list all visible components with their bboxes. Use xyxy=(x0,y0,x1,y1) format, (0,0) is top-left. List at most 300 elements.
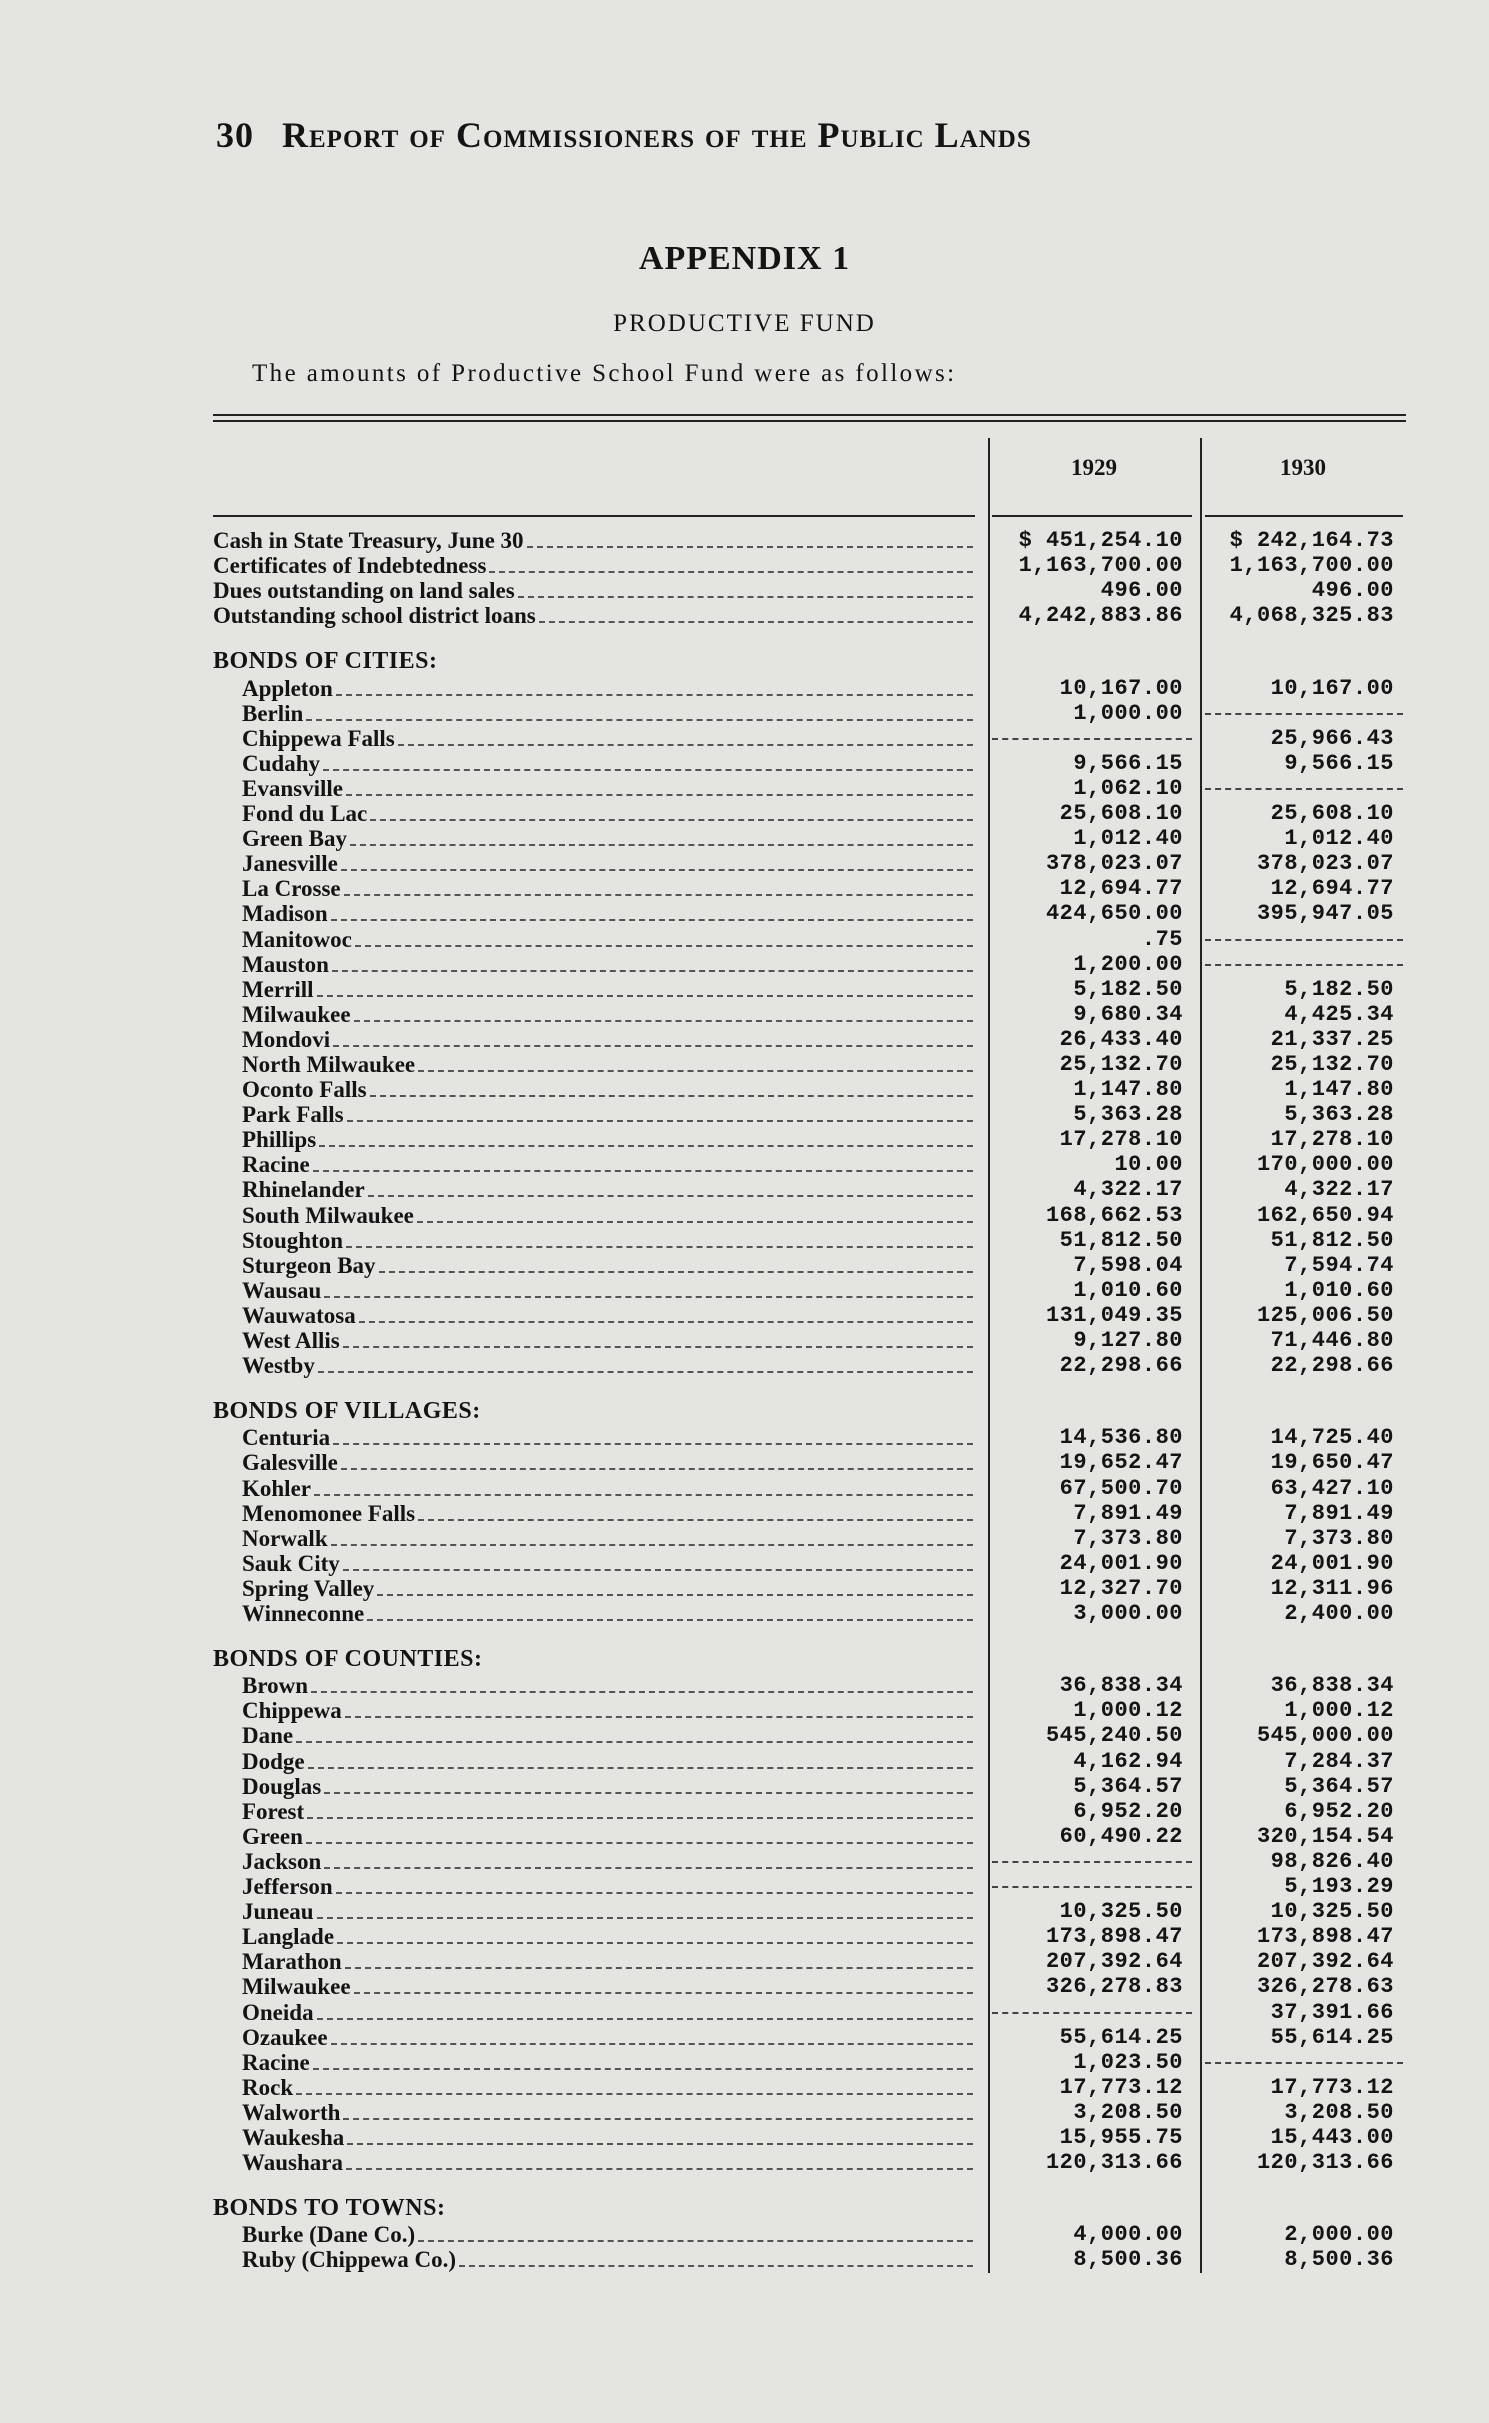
row-label xyxy=(242,1303,975,1328)
value-1929: 326,278.83 xyxy=(1045,1974,1183,1999)
row-label xyxy=(242,1974,975,1999)
row-label xyxy=(242,2000,975,2025)
value-1929: 4,162.94 xyxy=(1073,1749,1183,1774)
leader-dots xyxy=(359,1321,973,1323)
empty-value-dash xyxy=(992,1886,1192,1888)
leader-dots xyxy=(314,1494,973,1496)
leader-dots xyxy=(489,571,973,573)
row-label-text: Dane xyxy=(242,1723,294,1748)
row-label xyxy=(242,1102,975,1127)
row-label xyxy=(242,876,975,901)
table-row xyxy=(0,1353,1489,1378)
leader-dots xyxy=(418,1519,973,1521)
table-row xyxy=(0,603,1489,628)
row-label xyxy=(242,952,975,977)
value-1930: 12,311.96 xyxy=(1270,1576,1394,1601)
value-1930: 15,443.00 xyxy=(1270,2125,1394,2150)
row-label xyxy=(242,1353,975,1378)
leader-dots xyxy=(318,1371,973,1373)
value-1929: 5,182.50 xyxy=(1073,977,1183,1002)
row-label xyxy=(242,851,975,876)
table-row xyxy=(0,751,1489,776)
value-1930: 326,278.63 xyxy=(1256,1974,1394,1999)
row-label-text: Norwalk xyxy=(242,1526,328,1551)
value-1929: 17,278.10 xyxy=(1059,1127,1183,1152)
table-row xyxy=(0,1127,1489,1152)
row-label xyxy=(242,1052,975,1077)
table-row xyxy=(0,1924,1489,1949)
leader-dots xyxy=(331,1544,973,1546)
row-label-text: Cudahy xyxy=(242,751,320,776)
leader-dots xyxy=(313,2068,973,2070)
row-label xyxy=(242,1799,975,1824)
leader-dots xyxy=(347,2143,973,2145)
value-1929: 9,680.34 xyxy=(1073,1002,1183,1027)
value-1929: 19,652.47 xyxy=(1059,1450,1183,1475)
value-1929: 60,490.22 xyxy=(1059,1824,1183,1849)
column-header-1929: 1929 xyxy=(1071,455,1117,480)
table-row xyxy=(0,901,1489,926)
table-row xyxy=(0,726,1489,751)
table-row xyxy=(0,2000,1489,2025)
value-1930: 207,392.64 xyxy=(1256,1949,1394,1974)
row-label-text: Mauston xyxy=(242,952,329,977)
value-1930: $ 242,164.73 xyxy=(1229,528,1394,553)
row-label xyxy=(242,1077,975,1102)
leader-dots xyxy=(332,970,973,972)
header-underline xyxy=(992,515,1192,517)
row-label xyxy=(242,701,975,726)
leader-dots xyxy=(518,596,973,598)
row-label xyxy=(242,977,975,1002)
value-1929: 1,010.60 xyxy=(1073,1278,1183,1303)
table-row xyxy=(0,2247,1489,2272)
table-row xyxy=(0,1849,1489,1874)
row-label-text: West Allis xyxy=(242,1328,340,1353)
row-label-text: La Crosse xyxy=(242,876,341,901)
value-1929: 9,127.80 xyxy=(1073,1328,1183,1353)
row-label-text: North Milwaukee xyxy=(242,1052,416,1077)
running-title: Report of Commissioners of the Public Lands xyxy=(282,115,1032,155)
row-label xyxy=(242,2222,975,2247)
row-label-text: Oconto Falls xyxy=(242,1077,367,1102)
table-row xyxy=(0,1949,1489,1974)
row-label xyxy=(242,2075,975,2100)
leader-dots xyxy=(367,1619,973,1621)
table-row xyxy=(0,1974,1489,1999)
row-label-text: Marathon xyxy=(242,1949,342,1974)
leader-dots xyxy=(398,744,973,746)
row-label xyxy=(242,2025,975,2050)
table-row xyxy=(0,1077,1489,1102)
row-label xyxy=(242,1698,975,1723)
leader-dots xyxy=(347,1120,973,1122)
leader-dots xyxy=(343,1346,973,1348)
leader-dots xyxy=(350,844,973,846)
leader-dots xyxy=(539,621,973,623)
table-row xyxy=(0,801,1489,826)
leader-dots xyxy=(324,1867,973,1869)
row-label xyxy=(242,776,975,801)
row-label-text: Madison xyxy=(242,901,328,926)
row-label xyxy=(242,2100,975,2125)
leader-dots xyxy=(296,2093,973,2095)
row-label-text: Menomonee Falls xyxy=(242,1501,416,1526)
value-1929: 6,952.20 xyxy=(1073,1799,1183,1824)
value-1929: 168,662.53 xyxy=(1045,1203,1183,1228)
leader-dots xyxy=(377,1594,973,1596)
leader-dots xyxy=(331,2043,973,2045)
value-1930: 6,952.20 xyxy=(1284,1799,1394,1824)
leader-dots xyxy=(311,1691,973,1693)
leader-dots xyxy=(307,1817,973,1819)
row-label xyxy=(242,1152,975,1177)
value-1930: 162,650.94 xyxy=(1256,1203,1394,1228)
value-1930: 125,006.50 xyxy=(1256,1303,1394,1328)
row-label xyxy=(242,1450,975,1475)
leader-dots xyxy=(341,1468,973,1470)
table-row xyxy=(0,1551,1489,1576)
row-label-text: Sturgeon Bay xyxy=(242,1253,376,1278)
row-label xyxy=(242,1723,975,1748)
row-label-text: Mondovi xyxy=(242,1027,331,1052)
row-label-text: Racine xyxy=(242,1152,310,1177)
leader-dots xyxy=(345,1967,973,1969)
leader-dots xyxy=(306,1842,973,1844)
leader-dots xyxy=(368,1195,973,1197)
leader-dots xyxy=(527,546,973,548)
leader-dots xyxy=(324,1792,973,1794)
leader-dots xyxy=(418,2240,973,2242)
section-heading: BONDS OF VILLAGES: xyxy=(213,1398,481,1424)
row-label-text: Langlade xyxy=(242,1924,335,1949)
value-1930: 10,325.50 xyxy=(1270,1899,1394,1924)
leader-dots xyxy=(341,869,973,871)
table-row xyxy=(0,1824,1489,1849)
row-label-text: Dues outstanding on land sales xyxy=(213,578,515,603)
row-label-text: Milwaukee xyxy=(242,1974,351,1999)
section-heading: BONDS TO TOWNS: xyxy=(213,2195,446,2221)
value-1930: 98,826.40 xyxy=(1270,1849,1394,1874)
subtitle: PRODUCTIVE FUND xyxy=(613,310,876,337)
value-1930: 7,594.74 xyxy=(1284,1253,1394,1278)
value-1929: 3,000.00 xyxy=(1073,1601,1183,1626)
row-label-text: Sauk City xyxy=(242,1551,340,1576)
leader-dots xyxy=(317,2018,973,2020)
table-row xyxy=(0,851,1489,876)
table-row xyxy=(0,1501,1489,1526)
leader-dots xyxy=(323,769,973,771)
value-1929: 5,363.28 xyxy=(1073,1102,1183,1127)
row-label-text: Fond du Lac xyxy=(242,801,368,826)
value-1930: 1,000.12 xyxy=(1284,1698,1394,1723)
value-1930: 5,364.57 xyxy=(1284,1774,1394,1799)
row-label-text: Waushara xyxy=(242,2150,343,2175)
row-label-text: Walworth xyxy=(242,2100,341,2125)
table-row xyxy=(0,553,1489,578)
row-label-text: Milwaukee xyxy=(242,1002,351,1027)
row-label-text: Wausau xyxy=(242,1278,322,1303)
value-1930: 22,298.66 xyxy=(1270,1353,1394,1378)
row-label-text: Green xyxy=(242,1824,303,1849)
value-1929: 55,614.25 xyxy=(1059,2025,1183,2050)
value-1929: 7,373.80 xyxy=(1073,1526,1183,1551)
leader-dots xyxy=(336,694,973,696)
row-label-text: Forest xyxy=(242,1799,305,1824)
row-label-text: Park Falls xyxy=(242,1102,344,1127)
table-row xyxy=(0,1723,1489,1748)
table-row xyxy=(0,1673,1489,1698)
table-row xyxy=(0,2150,1489,2175)
value-1930: 4,425.34 xyxy=(1284,1002,1394,1027)
empty-value-dash xyxy=(1205,788,1403,790)
leader-dots xyxy=(354,1020,973,1022)
value-1929: 1,000.12 xyxy=(1073,1698,1183,1723)
table-row xyxy=(0,2100,1489,2125)
value-1930: 7,284.37 xyxy=(1284,1749,1394,1774)
leader-dots xyxy=(317,1917,973,1919)
row-label-text: Rhinelander xyxy=(242,1177,365,1202)
row-label xyxy=(242,1425,975,1450)
leader-dots xyxy=(343,2118,973,2120)
value-1929: 12,327.70 xyxy=(1059,1576,1183,1601)
row-label-text: Kohler xyxy=(242,1476,311,1501)
value-1930: 3,208.50 xyxy=(1284,2100,1394,2125)
table-row xyxy=(0,1698,1489,1723)
value-1930: 4,322.17 xyxy=(1284,1177,1394,1202)
leader-dots xyxy=(317,995,973,997)
value-1930: 63,427.10 xyxy=(1270,1476,1394,1501)
row-label-text: Ozaukee xyxy=(242,2025,328,2050)
value-1930: 1,163,700.00 xyxy=(1229,553,1394,578)
row-label xyxy=(242,726,975,751)
value-1929: 26,433.40 xyxy=(1059,1027,1183,1052)
row-label xyxy=(213,528,975,553)
row-label-text: Waukesha xyxy=(242,2125,345,2150)
table-row xyxy=(0,2075,1489,2100)
value-1929: 22,298.66 xyxy=(1059,1353,1183,1378)
row-label xyxy=(242,1774,975,1799)
empty-value-dash xyxy=(992,1861,1192,1863)
leader-dots xyxy=(343,1569,973,1571)
appendix-title: APPENDIX 1 xyxy=(638,240,851,277)
row-label-text: Burke (Dane Co.) xyxy=(242,2222,416,2247)
leader-dots xyxy=(418,1070,973,1072)
value-1929: 120,313.66 xyxy=(1045,2150,1183,2175)
row-label-text: South Milwaukee xyxy=(242,1203,414,1228)
value-1929: 10,325.50 xyxy=(1059,1899,1183,1924)
value-1929: 1,023.50 xyxy=(1073,2050,1183,2075)
row-label-text: Oneida xyxy=(242,2000,314,2025)
value-1929: 10,167.00 xyxy=(1059,676,1183,701)
row-label-text: Rock xyxy=(242,2075,294,2100)
value-1929: 4,322.17 xyxy=(1073,1177,1183,1202)
value-1929: 1,012.40 xyxy=(1073,826,1183,851)
value-1930: 55,614.25 xyxy=(1270,2025,1394,2050)
table-top-rule xyxy=(213,414,1406,416)
value-1930: 10,167.00 xyxy=(1270,676,1394,701)
leader-dots xyxy=(333,1045,973,1047)
row-label-text: Outstanding school district loans xyxy=(213,603,536,628)
row-label-text: Douglas xyxy=(242,1774,322,1799)
value-1930: 9,566.15 xyxy=(1284,751,1394,776)
value-1930: 2,400.00 xyxy=(1284,1601,1394,1626)
empty-value-dash xyxy=(992,2012,1192,2014)
row-label-text: Spring Valley xyxy=(242,1576,375,1601)
value-1929: 9,566.15 xyxy=(1073,751,1183,776)
row-label-text: Chippewa xyxy=(242,1698,342,1723)
leader-dots xyxy=(346,2168,973,2170)
row-label xyxy=(213,603,975,628)
value-1929: 25,608.10 xyxy=(1059,801,1183,826)
row-label xyxy=(242,1476,975,1501)
table-row xyxy=(0,1899,1489,1924)
row-label xyxy=(242,1749,975,1774)
row-label-text: Cash in State Treasury, June 30 xyxy=(213,528,524,553)
value-1929: 173,898.47 xyxy=(1045,1924,1183,1949)
leader-dots xyxy=(313,1170,973,1172)
row-label xyxy=(242,1673,975,1698)
value-1930: 170,000.00 xyxy=(1256,1152,1394,1177)
value-1930: 5,182.50 xyxy=(1284,977,1394,1002)
value-1930: 7,373.80 xyxy=(1284,1526,1394,1551)
value-1930: 496.00 xyxy=(1311,578,1394,603)
page-number: 30 xyxy=(216,115,254,155)
table-row xyxy=(0,1601,1489,1626)
row-label xyxy=(242,1899,975,1924)
value-1929: 5,364.57 xyxy=(1073,1774,1183,1799)
empty-value-dash xyxy=(1205,939,1403,941)
table-row xyxy=(0,1874,1489,1899)
row-label xyxy=(242,1849,975,1874)
row-label xyxy=(213,553,975,578)
value-1930: 12,694.77 xyxy=(1270,876,1394,901)
row-label xyxy=(242,1278,975,1303)
row-label xyxy=(242,2247,975,2272)
row-label xyxy=(242,2150,975,2175)
table-row xyxy=(0,876,1489,901)
value-1929: 4,242,883.86 xyxy=(1018,603,1183,628)
section-heading: BONDS OF COUNTIES: xyxy=(213,1646,483,1672)
value-1930: 1,010.60 xyxy=(1284,1278,1394,1303)
value-1929: 496.00 xyxy=(1100,578,1183,603)
value-1930: 25,966.43 xyxy=(1270,726,1394,751)
value-1930: 120,313.66 xyxy=(1256,2150,1394,2175)
table-row xyxy=(0,2050,1489,2075)
row-label xyxy=(242,1949,975,1974)
value-1929: 7,891.49 xyxy=(1073,1501,1183,1526)
leader-dots xyxy=(354,1992,973,1994)
row-label-text: Janesville xyxy=(242,851,338,876)
leader-dots xyxy=(355,945,973,947)
table-row xyxy=(0,1278,1489,1303)
table-row xyxy=(0,1102,1489,1127)
value-1930: 24,001.90 xyxy=(1270,1551,1394,1576)
table-row xyxy=(0,1425,1489,1450)
table-row xyxy=(0,1774,1489,1799)
table-row xyxy=(0,2025,1489,2050)
header-underline xyxy=(1205,515,1403,517)
row-label-text: Dodge xyxy=(242,1749,305,1774)
leader-dots xyxy=(306,719,973,721)
table-row xyxy=(0,952,1489,977)
table-row xyxy=(0,528,1489,553)
row-label-text: Manitowoc xyxy=(242,927,352,952)
value-1930: 51,812.50 xyxy=(1270,1228,1394,1253)
value-1929: 378,023.07 xyxy=(1045,851,1183,876)
value-1929: 1,147.80 xyxy=(1073,1077,1183,1102)
row-label-text: Galesville xyxy=(242,1450,338,1475)
row-label xyxy=(242,2050,975,2075)
value-1929: 17,773.12 xyxy=(1059,2075,1183,2100)
row-label xyxy=(242,676,975,701)
row-label-text: Juneau xyxy=(242,1899,314,1924)
row-label-text: Westby xyxy=(242,1353,315,1378)
value-1930: 545,000.00 xyxy=(1256,1723,1394,1748)
row-label-text: Jackson xyxy=(242,1849,322,1874)
row-label-text: Appleton xyxy=(242,676,333,701)
value-1930: 21,337.25 xyxy=(1270,1027,1394,1052)
value-1929: 4,000.00 xyxy=(1073,2222,1183,2247)
row-label-text: Ruby (Chippewa Co.) xyxy=(242,2247,457,2272)
value-1930: 2,000.00 xyxy=(1284,2222,1394,2247)
row-label xyxy=(242,1501,975,1526)
value-1930: 378,023.07 xyxy=(1256,851,1394,876)
row-label xyxy=(242,1526,975,1551)
leader-dots xyxy=(370,1095,973,1097)
value-1929: 207,392.64 xyxy=(1045,1949,1183,1974)
row-label-text: Green Bay xyxy=(242,826,347,851)
row-label xyxy=(242,751,975,776)
leader-dots xyxy=(417,1221,973,1223)
value-1929: 1,062.10 xyxy=(1073,776,1183,801)
value-1930: 8,500.36 xyxy=(1284,2247,1394,2272)
row-label xyxy=(242,901,975,926)
header-underline xyxy=(213,515,975,517)
value-1929: 14,536.80 xyxy=(1059,1425,1183,1450)
table-row xyxy=(0,1799,1489,1824)
leader-dots xyxy=(345,1716,973,1718)
leader-dots xyxy=(319,1145,973,1147)
table-row xyxy=(0,2222,1489,2247)
value-1929: 25,132.70 xyxy=(1059,1052,1183,1077)
table-row xyxy=(0,927,1489,952)
row-label xyxy=(242,927,975,952)
row-label xyxy=(242,1203,975,1228)
row-label xyxy=(242,1027,975,1052)
value-1929: 1,000.00 xyxy=(1073,701,1183,726)
value-1929: 3,208.50 xyxy=(1073,2100,1183,2125)
value-1929: 545,240.50 xyxy=(1045,1723,1183,1748)
value-1930: 25,132.70 xyxy=(1270,1052,1394,1077)
row-label xyxy=(242,1253,975,1278)
table-row xyxy=(0,1203,1489,1228)
table-row xyxy=(0,1228,1489,1253)
row-label xyxy=(242,1576,975,1601)
section-heading: BONDS OF CITIES: xyxy=(213,648,438,674)
value-1929: 24,001.90 xyxy=(1059,1551,1183,1576)
table-row xyxy=(0,776,1489,801)
table-top-rule-inner xyxy=(213,420,1406,422)
table-row xyxy=(0,1002,1489,1027)
row-label xyxy=(213,578,975,603)
row-label-text: Winneconne xyxy=(242,1601,365,1626)
value-1929: 131,049.35 xyxy=(1045,1303,1183,1328)
row-label-text: Brown xyxy=(242,1673,309,1698)
value-1930: 19,650.47 xyxy=(1270,1450,1394,1475)
leader-dots xyxy=(333,1443,973,1445)
row-label-text: Phillips xyxy=(242,1127,317,1152)
